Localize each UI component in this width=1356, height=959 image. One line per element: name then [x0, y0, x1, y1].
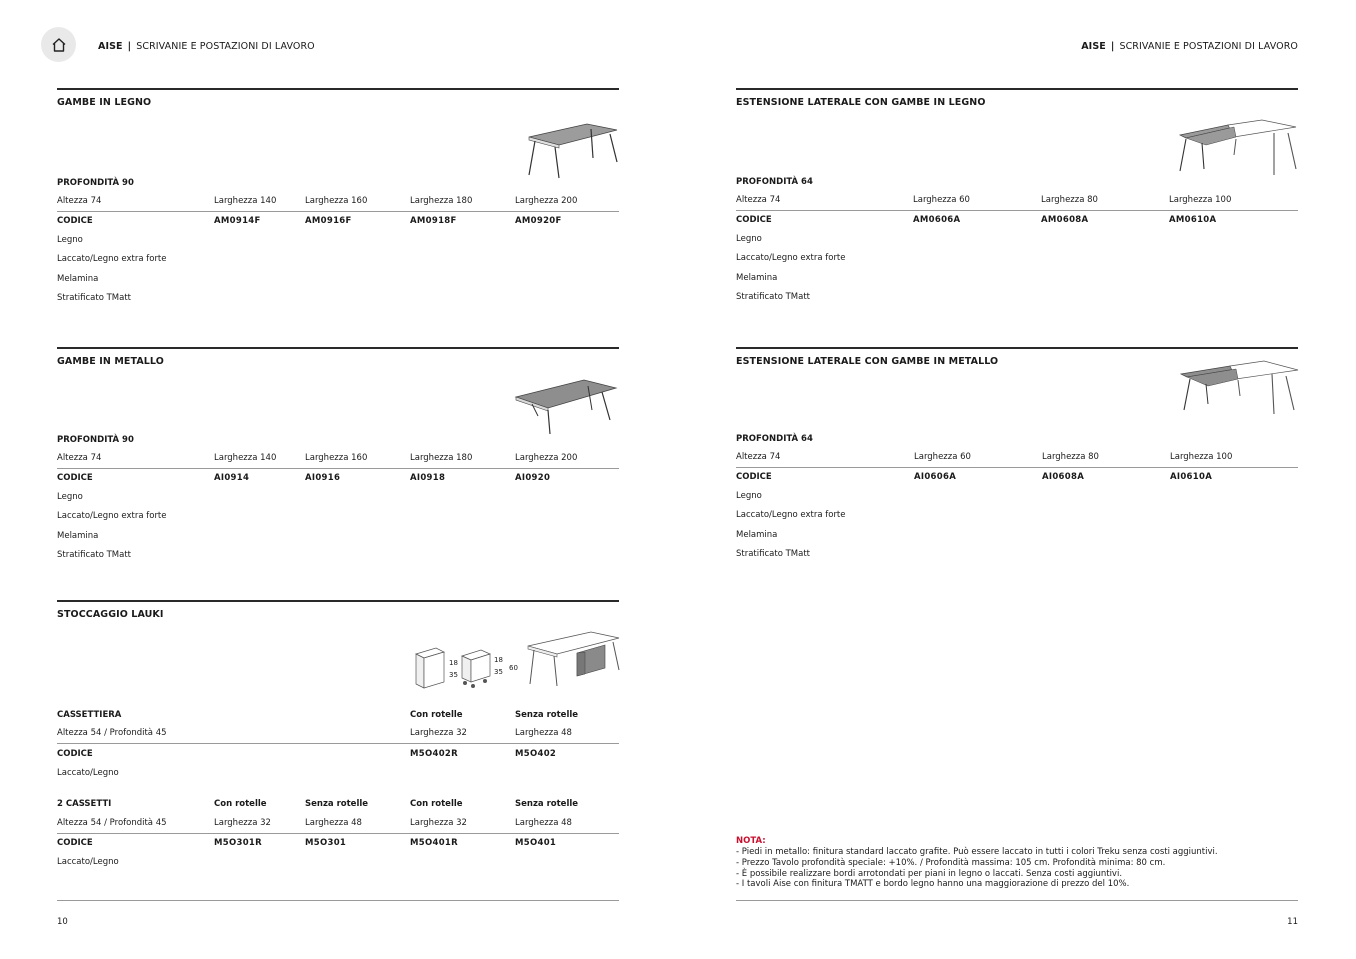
finish-label: Melamina: [736, 273, 778, 283]
width-label: Larghezza 32: [410, 728, 467, 738]
section-title-est-metallo: ESTENSIONE LATERALE CON GAMBE IN METALLO: [736, 356, 999, 367]
depth-label: PROFONDITÀ 64: [736, 177, 813, 187]
finish-label: Melamina: [736, 530, 778, 540]
width-label: Larghezza 140: [214, 196, 277, 206]
product-code: AM0916F: [305, 216, 352, 226]
code-label: CODICE: [736, 215, 772, 225]
finish-label: Laccato/Legno extra forte: [736, 253, 846, 263]
table-rule: [736, 467, 1298, 468]
depth-label: PROFONDITÀ 64: [736, 434, 813, 444]
finish-label: Legno: [57, 492, 83, 502]
product-code: AM0610A: [1169, 215, 1217, 225]
finish-label: Stratificato TMatt: [57, 550, 131, 560]
due-cassetti-title: 2 CASSETTI: [57, 799, 112, 809]
section-title-est-legno: ESTENSIONE LATERALE CON GAMBE IN LEGNO: [736, 97, 986, 108]
width-label: Larghezza 60: [913, 195, 970, 205]
nota-line: - Prezzo Tavolo profondità speciale: +10%. / Profondità massima: 105 cm. Profondità minima: 80 cm.: [736, 858, 1166, 868]
home-button[interactable]: [41, 27, 76, 62]
width-label: Larghezza 32: [214, 818, 271, 828]
dims-label: Altezza 54 / Profondità 45: [57, 728, 167, 738]
product-code: AM0918F: [410, 216, 457, 226]
section-title-gambe-legno: GAMBE IN LEGNO: [57, 97, 152, 108]
width-label: Larghezza 48: [515, 728, 572, 738]
dimension-label: 35: [449, 671, 458, 679]
dimension-label: 18: [449, 659, 458, 667]
finish-label: Stratificato TMatt: [736, 549, 810, 559]
product-code: AI0608A: [1042, 472, 1085, 482]
header-left: [98, 41, 315, 52]
nota-line: - I tavoli Aise con finitura TMATT e bordo legno hanno una maggiorazione di prezzo del 10%.: [736, 879, 1130, 889]
header-subtitle: SCRIVANIE E POSTAZIONI DI LAVORO: [1119, 41, 1298, 52]
finish-label: Melamina: [57, 274, 99, 284]
depth-label: PROFONDITÀ 90: [57, 435, 134, 445]
metal-extension-illustration: [1178, 360, 1300, 418]
finish-label: Stratificato TMatt: [736, 292, 810, 302]
finish-label: Legno: [57, 235, 83, 245]
table-rule: [57, 211, 619, 212]
nota-title: NOTA:: [736, 836, 766, 846]
width-label: Larghezza 80: [1041, 195, 1098, 205]
width-label: Larghezza 32: [410, 818, 467, 828]
product-code: AI0920: [515, 473, 551, 483]
code-label: CODICE: [736, 472, 772, 482]
section-rule: [57, 88, 619, 90]
finish-label: Legno: [736, 234, 762, 244]
header-brand: AISE: [98, 41, 123, 52]
finish-label: Legno: [736, 491, 762, 501]
metal-leg-table-illustration: [514, 376, 619, 438]
code-label: CODICE: [57, 473, 93, 483]
product-code: AM0920F: [515, 216, 562, 226]
home-icon: [51, 37, 67, 53]
product-code: M5O401: [515, 838, 557, 848]
finish-label: Laccato/Legno extra forte: [57, 254, 167, 264]
product-code: AI0610A: [1170, 472, 1213, 482]
width-label: Larghezza 200: [515, 196, 578, 206]
table-rule: [736, 210, 1298, 211]
rolling-drawer-unit-illustration: [459, 648, 493, 690]
dims-label: Altezza 54 / Profondità 45: [57, 818, 167, 828]
width-label: Larghezza 180: [410, 196, 473, 206]
code-label: CODICE: [57, 216, 93, 226]
table-rule: [57, 468, 619, 469]
header-separator: |: [1110, 41, 1115, 52]
dimension-label: 60: [509, 664, 518, 672]
width-label: Larghezza 100: [1169, 195, 1232, 205]
product-code: M5O402: [515, 749, 557, 759]
finish-label: Laccato/Legno: [57, 857, 119, 867]
section-rule: [736, 347, 1298, 349]
width-label: Larghezza 60: [914, 452, 971, 462]
product-code: AI0918: [410, 473, 446, 483]
product-code: AI0916: [305, 473, 341, 483]
width-label: Larghezza 80: [1042, 452, 1099, 462]
width-label: Larghezza 160: [305, 453, 368, 463]
cassettiera-title: CASSETTIERA: [57, 710, 122, 720]
desk-with-drawer-illustration: [525, 630, 621, 688]
column-head: Con rotelle: [214, 799, 267, 809]
height-label: Altezza 74: [57, 196, 102, 206]
section-rule: [57, 600, 619, 602]
product-code: AI0914: [214, 473, 250, 483]
width-label: Larghezza 200: [515, 453, 578, 463]
header-subtitle: SCRIVANIE E POSTAZIONI DI LAVORO: [136, 41, 315, 52]
product-code: M5O301: [305, 838, 347, 848]
width-label: Larghezza 100: [1170, 452, 1233, 462]
height-label: Altezza 74: [736, 195, 781, 205]
product-code: AM0608A: [1041, 215, 1089, 225]
drawer-unit-illustration: [414, 646, 446, 690]
width-label: Larghezza 140: [214, 453, 277, 463]
column-head: Con rotelle: [410, 710, 463, 720]
page-number: 10: [57, 917, 68, 927]
page-number: 11: [1287, 917, 1298, 927]
table-rule: [57, 833, 619, 834]
nota-line: - È possibile realizzare bordi arrotondati per piani in legno o laccati. Senza costi aggiuntivi.: [736, 869, 1123, 879]
nota-line: - Piedi in metallo: finitura standard laccato grafite. Può essere laccato in tutti i colori Treku senza costi aggiuntivi.: [736, 847, 1218, 857]
column-head: Senza rotelle: [515, 710, 579, 720]
product-code: AM0606A: [913, 215, 961, 225]
section-title-gambe-metallo: GAMBE IN METALLO: [57, 356, 164, 367]
depth-label: PROFONDITÀ 90: [57, 178, 134, 188]
finish-label: Laccato/Legno extra forte: [57, 511, 167, 521]
header-right: [1081, 41, 1298, 52]
footer-rule: [736, 900, 1298, 901]
height-label: Altezza 74: [736, 452, 781, 462]
finish-label: Laccato/Legno: [57, 768, 119, 778]
header-separator: |: [127, 41, 132, 52]
dimension-label: 35: [494, 668, 503, 676]
dimension-label: 18: [494, 656, 503, 664]
product-code: AM0914F: [214, 216, 261, 226]
code-label: CODICE: [57, 838, 93, 848]
product-code: AI0606A: [914, 472, 957, 482]
header-brand: AISE: [1081, 41, 1106, 52]
wood-extension-illustration: [1176, 119, 1300, 179]
product-code: M5O401R: [410, 838, 458, 848]
column-head: Senza rotelle: [515, 799, 579, 809]
column-head: Con rotelle: [410, 799, 463, 809]
code-label: CODICE: [57, 749, 93, 759]
width-label: Larghezza 48: [305, 818, 362, 828]
height-label: Altezza 74: [57, 453, 102, 463]
finish-label: Stratificato TMatt: [57, 293, 131, 303]
product-code: M5O301R: [214, 838, 262, 848]
wood-leg-table-illustration: [525, 120, 620, 180]
section-title-stoccaggio: STOCCAGGIO LAUKI: [57, 609, 164, 620]
finish-label: Melamina: [57, 531, 99, 541]
width-label: Larghezza 180: [410, 453, 473, 463]
section-rule: [736, 88, 1298, 90]
section-rule: [57, 347, 619, 349]
table-rule: [57, 743, 619, 744]
width-label: Larghezza 48: [515, 818, 572, 828]
footer-rule: [57, 900, 619, 901]
product-code: M5O402R: [410, 749, 458, 759]
column-head: Senza rotelle: [305, 799, 369, 809]
finish-label: Laccato/Legno extra forte: [736, 510, 846, 520]
width-label: Larghezza 160: [305, 196, 368, 206]
